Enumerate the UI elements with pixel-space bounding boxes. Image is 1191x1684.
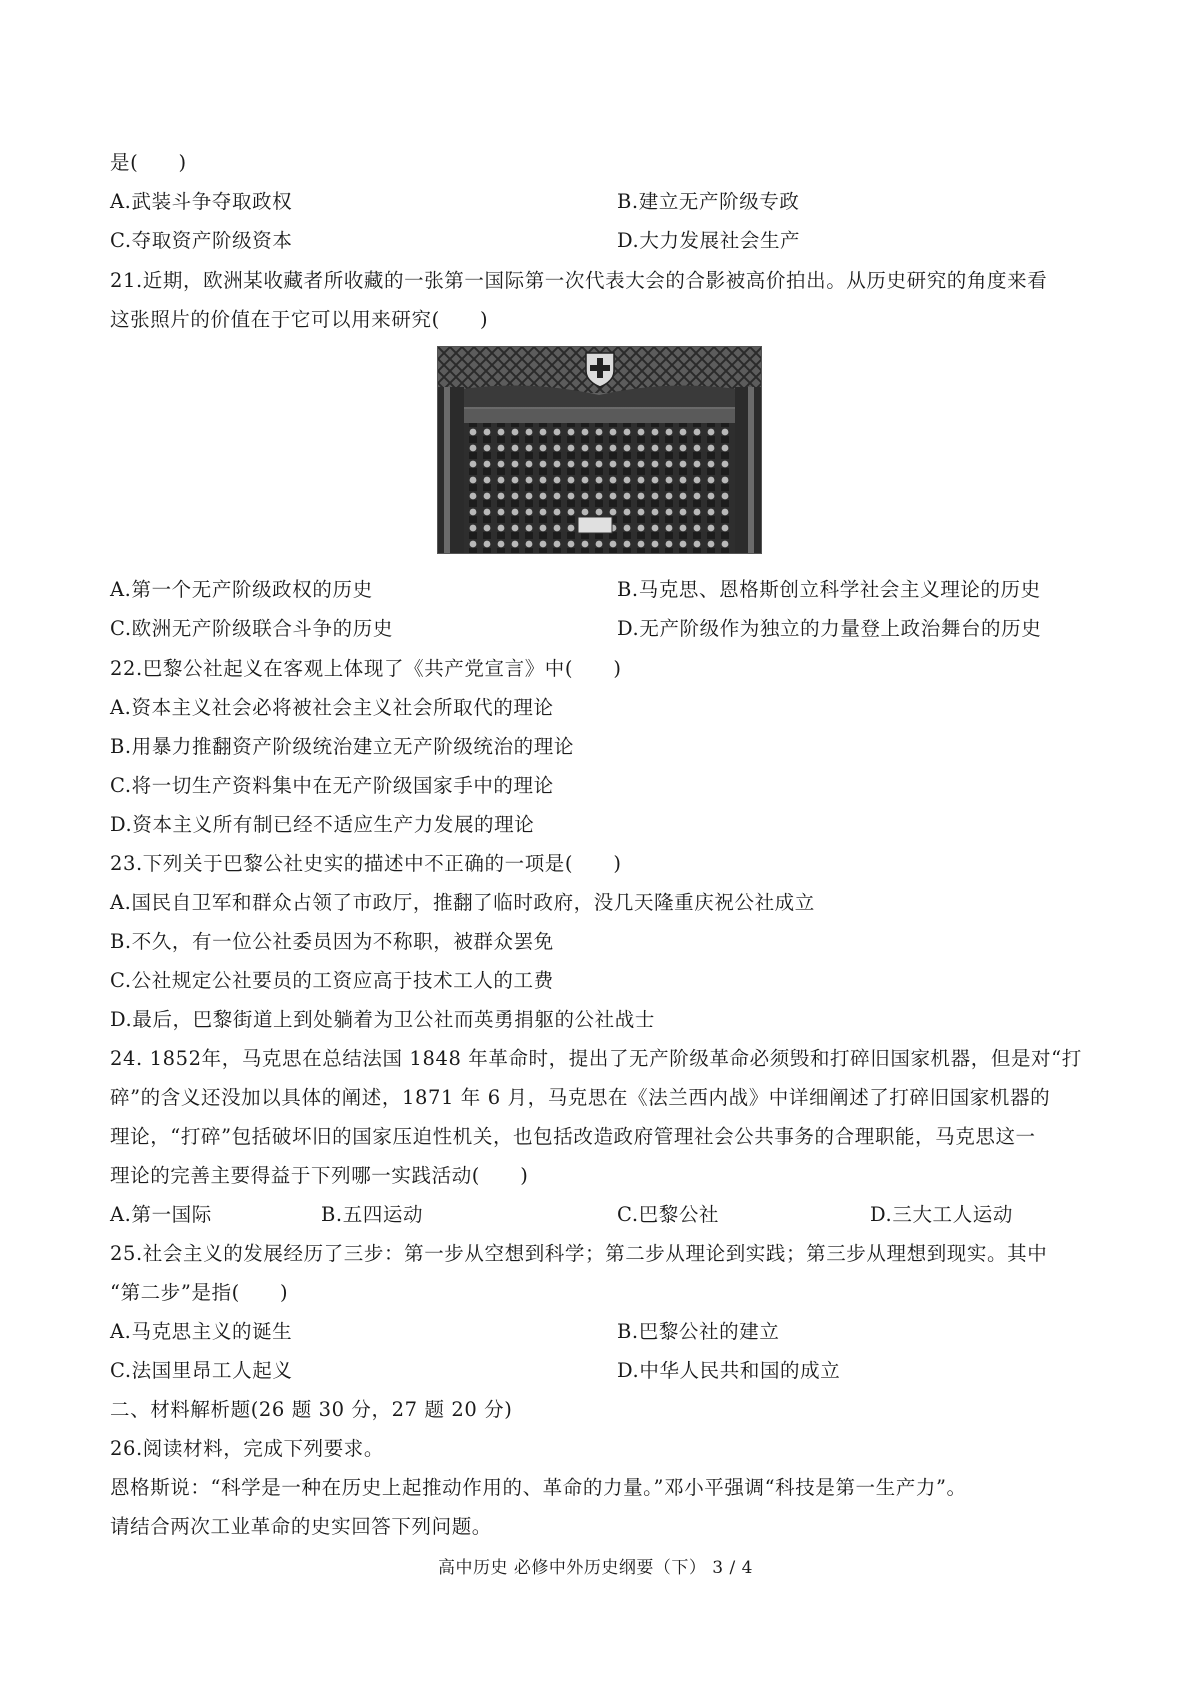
photo-illustration [438, 347, 761, 553]
group-photo-first-international [437, 346, 762, 554]
q26-stem: 26.阅读材料，完成下列要求。 [110, 1437, 385, 1460]
q24-option-d: D.三大工人运动 [870, 1203, 1013, 1226]
q21-option-c: C.欧洲无产阶级联合斗争的历史 [110, 617, 393, 640]
q23-option-c: C.公社规定公社要员的工资应高于技术工人的工费 [110, 969, 554, 992]
q21-option-d: D.无产阶级作为独立的力量登上政治舞台的历史 [617, 617, 1042, 640]
q21-option-b: B.马克思、恩格斯创立科学社会主义理论的历史 [617, 578, 1041, 601]
q21-stem-line2: 这张照片的价值在于它可以用来研究( ) [110, 308, 489, 331]
q23-option-b: B.不久，有一位公社委员因为不称职，被群众罢免 [110, 930, 554, 953]
q24-option-c: C.巴黎公社 [617, 1203, 720, 1226]
q25-option-c: C.法国里昂工人起义 [110, 1359, 293, 1382]
q26-prompt: 请结合两次工业革命的史实回答下列问题。 [110, 1515, 492, 1538]
q24-option-b: B.五四运动 [321, 1203, 424, 1226]
section2-heading: 二、材料解析题(26 题 30 分，27 题 20 分) [110, 1398, 513, 1421]
q20-stem-end: 是( ) [110, 151, 187, 174]
q20-option-b: B.建立无产阶级专政 [617, 190, 800, 213]
q25-option-b: B.巴黎公社的建立 [617, 1320, 780, 1343]
page-footer: 高中历史 必修中外历史纲要（下） 3 / 4 [438, 1558, 753, 1578]
q22-option-d: D.资本主义所有制已经不适应生产力发展的理论 [110, 813, 535, 836]
q26-material: 恩格斯说：“科学是一种在历史上起推动作用的、革命的力量。”邓小平强调“科技是第一生产力”。 [110, 1476, 967, 1499]
q25-stem-line2: “第二步”是指( ) [110, 1281, 289, 1304]
q23-option-d: D.最后，巴黎街道上到处躺着为卫公社而英勇捐躯的公社战士 [110, 1008, 655, 1031]
q23-option-a: A.国民自卫军和群众占领了市政厅，推翻了临时政府，没几天隆重庆祝公社成立 [110, 891, 815, 914]
q21-stem-line1: 21.近期，欧洲某收藏者所收藏的一张第一国际第一次代表大会的合影被高价拍出。从历史研究的角度来看 [110, 269, 1048, 292]
q24-stem-line2: 碎”的含义还没加以具体的阐述，1871 年 6 月，马克思在《法兰西内战》中详细阐述了打碎旧国家机器的 [110, 1086, 1051, 1109]
q22-stem: 22.巴黎公社起义在客观上体现了《共产党宣言》中( ) [110, 657, 622, 680]
q24-stem-line4: 理论的完善主要得益于下列哪一实践活动( ) [110, 1164, 529, 1187]
q22-option-c: C.将一切生产资料集中在无产阶级国家手中的理论 [110, 774, 554, 797]
q20-option-a: A.武装斗争夺取政权 [110, 190, 293, 213]
q22-option-a: A.资本主义社会必将被社会主义社会所取代的理论 [110, 696, 554, 719]
q24-stem-line3: 理论，“打碎”包括破坏旧的国家压迫性机关，也包括改造政府管理社会公共事务的合理职能，马克思这一 [110, 1125, 1036, 1148]
q24-option-a: A.第一国际 [110, 1203, 212, 1226]
q22-option-b: B.用暴力推翻资产阶级统治建立无产阶级统治的理论 [110, 735, 574, 758]
q20-option-c: C.夺取资产阶级资本 [110, 229, 293, 252]
q20-option-d: D.大力发展社会生产 [617, 229, 801, 252]
q25-option-a: A.马克思主义的诞生 [110, 1320, 293, 1343]
q25-option-d: D.中华人民共和国的成立 [617, 1359, 841, 1382]
q24-stem-line1: 24. 1852年，马克思在总结法国 1848 年革命时，提出了无产阶级革命必须毁和打碎旧国家机器，但是对“打 [110, 1047, 1082, 1070]
q21-option-a: A.第一个无产阶级政权的历史 [110, 578, 373, 601]
q25-stem-line1: 25.社会主义的发展经历了三步：第一步从空想到科学；第二步从理论到实践；第三步从理想到现实。其中 [110, 1242, 1048, 1265]
q23-stem: 23.下列关于巴黎公社史实的描述中不正确的一项是( ) [110, 852, 622, 875]
